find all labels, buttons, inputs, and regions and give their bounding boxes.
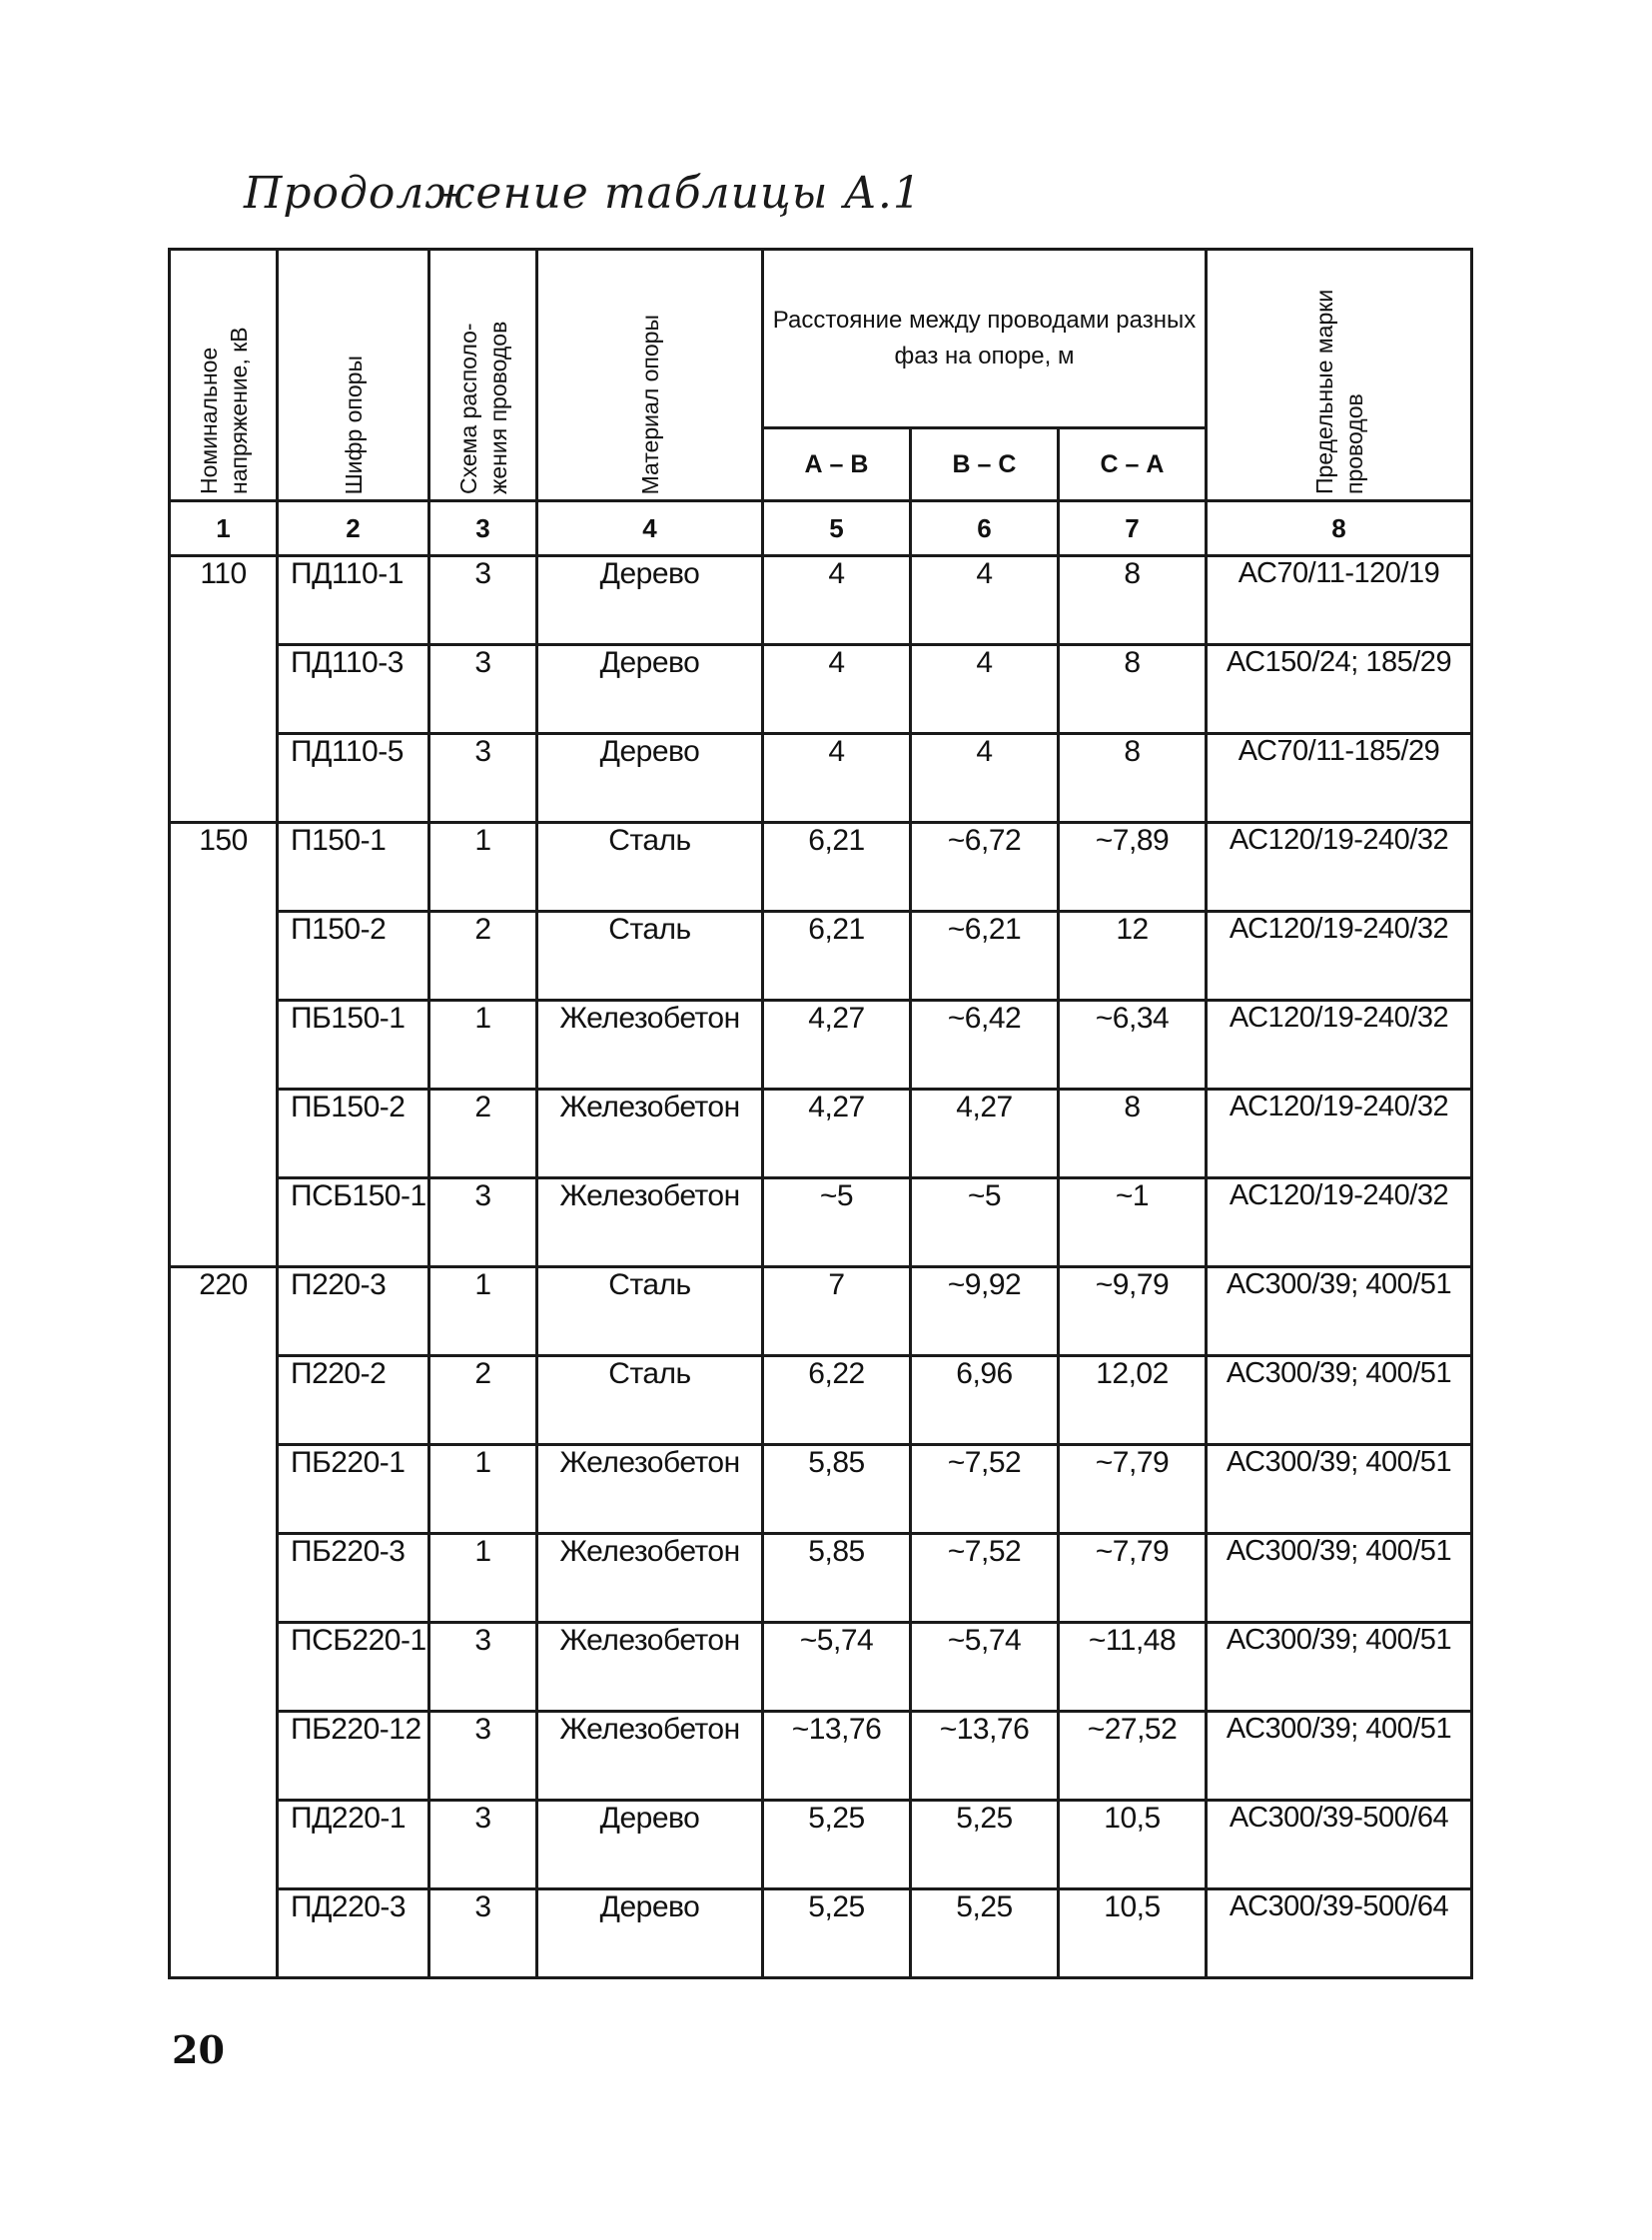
- distance-ab-cell: 6,21: [763, 912, 911, 1001]
- distance-ca-cell: ~6,34: [1059, 1001, 1207, 1090]
- distance-ca-cell: 12: [1059, 912, 1207, 1001]
- column-number: 7: [1059, 501, 1207, 556]
- distance-ca-cell: ~27,52: [1059, 1712, 1207, 1801]
- wire-marks-cell: АС300/39; 400/51: [1207, 1267, 1472, 1356]
- voltage-cell: [170, 1623, 278, 1712]
- page-title: Продолжение таблицы А.1: [244, 168, 922, 219]
- distance-bc-cell: ~6,72: [911, 823, 1059, 912]
- wire-marks-cell: АС120/19-240/32: [1207, 1090, 1472, 1178]
- distance-ab-cell: 5,25: [763, 1801, 911, 1889]
- support-code-cell: ПСБ220-1: [278, 1623, 429, 1712]
- distance-bc-cell: ~6,42: [911, 1001, 1059, 1090]
- wire-marks-cell: АС300/39; 400/51: [1207, 1445, 1472, 1534]
- material-cell: Сталь: [537, 1356, 763, 1445]
- scheme-cell: 3: [429, 645, 537, 734]
- distance-bc-cell: 4: [911, 645, 1059, 734]
- wire-marks-cell: АС300/39-500/64: [1207, 1801, 1472, 1889]
- header-scheme-label: Схема располо-жения проводов: [454, 321, 511, 494]
- distance-ca-cell: ~1: [1059, 1178, 1207, 1267]
- voltage-cell: [170, 1801, 278, 1889]
- table-row: [170, 823, 1472, 912]
- distance-bc-cell: 6,96: [911, 1356, 1059, 1445]
- header-voltage-label: Номинальное напряжение, кВ: [195, 327, 252, 494]
- table-row: [170, 1534, 1472, 1623]
- distance-ab-cell: 6,22: [763, 1356, 911, 1445]
- distance-ca-cell: 12,02: [1059, 1356, 1207, 1445]
- distance-bc-cell: 5,25: [911, 1889, 1059, 1978]
- material-cell: Сталь: [537, 1267, 763, 1356]
- voltage-cell: [170, 734, 278, 823]
- table-row: [170, 1801, 1472, 1889]
- scheme-cell: 1: [429, 1267, 537, 1356]
- support-code-cell: ПД110-3: [278, 645, 429, 734]
- column-number: 3: [429, 501, 537, 556]
- scheme-cell: 2: [429, 1090, 537, 1178]
- table-row: [170, 556, 1472, 645]
- header-ca: С – А: [1059, 428, 1207, 501]
- header-material-label: Материал опоры: [636, 314, 663, 494]
- material-cell: Дерево: [537, 734, 763, 823]
- voltage-cell: 110: [170, 556, 278, 645]
- material-cell: Железобетон: [537, 1445, 763, 1534]
- support-code-cell: ПСБ150-1: [278, 1178, 429, 1267]
- support-code-cell: ПД220-3: [278, 1889, 429, 1978]
- wire-marks-cell: АС70/11-120/19: [1207, 556, 1472, 645]
- material-cell: Дерево: [537, 1801, 763, 1889]
- distance-bc-cell: ~6,21: [911, 912, 1059, 1001]
- distance-ca-cell: ~9,79: [1059, 1267, 1207, 1356]
- header-scheme: [429, 250, 537, 501]
- voltage-cell: 220: [170, 1267, 278, 1356]
- header-ab: А – В: [763, 428, 911, 501]
- material-cell: Сталь: [537, 823, 763, 912]
- header-marks-label: Предельные марки проводов: [1310, 289, 1367, 494]
- material-cell: Сталь: [537, 912, 763, 1001]
- table-row: [170, 645, 1472, 734]
- distance-ab-cell: ~5,74: [763, 1623, 911, 1712]
- voltage-cell: [170, 1445, 278, 1534]
- voltage-cell: [170, 1178, 278, 1267]
- distance-ab-cell: 5,85: [763, 1534, 911, 1623]
- scheme-cell: 1: [429, 1445, 537, 1534]
- table-row: [170, 1356, 1472, 1445]
- distance-ca-cell: 10,5: [1059, 1889, 1207, 1978]
- material-cell: Дерево: [537, 556, 763, 645]
- distance-bc-cell: 5,25: [911, 1801, 1059, 1889]
- distance-bc-cell: 4: [911, 556, 1059, 645]
- scheme-cell: 1: [429, 1001, 537, 1090]
- scheme-cell: 3: [429, 1623, 537, 1712]
- support-code-cell: ПД220-1: [278, 1801, 429, 1889]
- distance-bc-cell: 4,27: [911, 1090, 1059, 1178]
- distance-ca-cell: ~11,48: [1059, 1623, 1207, 1712]
- distance-ca-cell: 8: [1059, 556, 1207, 645]
- page-number: 20: [172, 2027, 225, 2072]
- distance-ca-cell: ~7,89: [1059, 823, 1207, 912]
- distance-ab-cell: 4: [763, 645, 911, 734]
- table-row: [170, 1889, 1472, 1978]
- distance-bc-cell: ~5: [911, 1178, 1059, 1267]
- scheme-cell: 2: [429, 1356, 537, 1445]
- distance-ab-cell: 4,27: [763, 1090, 911, 1178]
- scheme-cell: 3: [429, 734, 537, 823]
- wire-marks-cell: АС300/39; 400/51: [1207, 1623, 1472, 1712]
- support-code-cell: ПБ220-12: [278, 1712, 429, 1801]
- distance-bc-cell: ~13,76: [911, 1712, 1059, 1801]
- wire-marks-cell: АС300/39; 400/51: [1207, 1534, 1472, 1623]
- material-cell: Железобетон: [537, 1178, 763, 1267]
- distance-ab-cell: 4: [763, 556, 911, 645]
- distance-ab-cell: ~13,76: [763, 1712, 911, 1801]
- distance-ab-cell: ~5: [763, 1178, 911, 1267]
- support-code-cell: ПД110-1: [278, 556, 429, 645]
- voltage-cell: [170, 1090, 278, 1178]
- support-code-cell: П220-2: [278, 1356, 429, 1445]
- wire-marks-cell: АС300/39; 400/51: [1207, 1712, 1472, 1801]
- wire-marks-cell: АС300/39; 400/51: [1207, 1356, 1472, 1445]
- support-code-cell: ПБ150-1: [278, 1001, 429, 1090]
- distance-ab-cell: 7: [763, 1267, 911, 1356]
- header-marks: [1207, 250, 1472, 501]
- table-row: [170, 1090, 1472, 1178]
- support-code-cell: П150-1: [278, 823, 429, 912]
- scheme-cell: 2: [429, 912, 537, 1001]
- scheme-cell: 3: [429, 1801, 537, 1889]
- distance-bc-cell: ~7,52: [911, 1534, 1059, 1623]
- material-cell: Железобетон: [537, 1090, 763, 1178]
- support-code-cell: ПД110-5: [278, 734, 429, 823]
- voltage-cell: 150: [170, 823, 278, 912]
- column-number: 1: [170, 501, 278, 556]
- distance-ab-cell: 4,27: [763, 1001, 911, 1090]
- wire-marks-cell: АС120/19-240/32: [1207, 1178, 1472, 1267]
- material-cell: Железобетон: [537, 1623, 763, 1712]
- header-code: [278, 250, 429, 501]
- material-cell: Дерево: [537, 1889, 763, 1978]
- support-code-cell: ПБ150-2: [278, 1090, 429, 1178]
- header-voltage: [170, 250, 278, 501]
- voltage-cell: [170, 1534, 278, 1623]
- support-code-cell: П150-2: [278, 912, 429, 1001]
- column-number: 8: [1207, 501, 1472, 556]
- wire-marks-cell: АС70/11-185/29: [1207, 734, 1472, 823]
- voltage-cell: [170, 1712, 278, 1801]
- table-row: [170, 1178, 1472, 1267]
- distance-bc-cell: ~7,52: [911, 1445, 1059, 1534]
- support-code-cell: ПБ220-1: [278, 1445, 429, 1534]
- column-number: 5: [763, 501, 911, 556]
- distance-bc-cell: ~9,92: [911, 1267, 1059, 1356]
- header-material: [537, 250, 763, 501]
- scheme-cell: 1: [429, 1534, 537, 1623]
- wire-marks-cell: АС120/19-240/32: [1207, 1001, 1472, 1090]
- support-code-cell: ПБ220-3: [278, 1534, 429, 1623]
- table-row: [170, 1445, 1472, 1534]
- material-cell: Железобетон: [537, 1001, 763, 1090]
- voltage-cell: [170, 1001, 278, 1090]
- distance-bc-cell: 4: [911, 734, 1059, 823]
- header-code-label: Шифр опоры: [340, 355, 367, 494]
- column-number: 2: [278, 501, 429, 556]
- distance-ab-cell: 6,21: [763, 823, 911, 912]
- distance-ca-cell: 8: [1059, 645, 1207, 734]
- scheme-cell: 3: [429, 1712, 537, 1801]
- distance-ca-cell: ~7,79: [1059, 1445, 1207, 1534]
- header-bc: В – С: [911, 428, 1059, 501]
- column-number: 6: [911, 501, 1059, 556]
- scheme-cell: 3: [429, 556, 537, 645]
- table-row: [170, 734, 1472, 823]
- table-row: [170, 1712, 1472, 1801]
- table-row: [170, 1267, 1472, 1356]
- distance-ab-cell: 5,85: [763, 1445, 911, 1534]
- scheme-cell: 3: [429, 1178, 537, 1267]
- header-distance-group: Расстояние между проводами разных фаз на опоре, м: [763, 250, 1207, 428]
- voltage-cell: [170, 912, 278, 1001]
- distance-ab-cell: 4: [763, 734, 911, 823]
- material-cell: Железобетон: [537, 1534, 763, 1623]
- distance-ca-cell: 8: [1059, 734, 1207, 823]
- material-cell: Железобетон: [537, 1712, 763, 1801]
- scheme-cell: 3: [429, 1889, 537, 1978]
- wire-marks-cell: АС120/19-240/32: [1207, 823, 1472, 912]
- distance-bc-cell: ~5,74: [911, 1623, 1059, 1712]
- column-number: 4: [537, 501, 763, 556]
- support-code-cell: П220-3: [278, 1267, 429, 1356]
- wire-marks-cell: АС150/24; 185/29: [1207, 645, 1472, 734]
- wire-marks-cell: АС300/39-500/64: [1207, 1889, 1472, 1978]
- distance-ca-cell: 8: [1059, 1090, 1207, 1178]
- distance-ca-cell: ~7,79: [1059, 1534, 1207, 1623]
- distance-ca-cell: 10,5: [1059, 1801, 1207, 1889]
- distance-ab-cell: 5,25: [763, 1889, 911, 1978]
- material-cell: Дерево: [537, 645, 763, 734]
- table-row: [170, 1001, 1472, 1090]
- voltage-cell: [170, 1889, 278, 1978]
- support-table: [168, 248, 1473, 1979]
- table-row: [170, 1623, 1472, 1712]
- voltage-cell: [170, 1356, 278, 1445]
- column-number-row: [170, 501, 1472, 556]
- voltage-cell: [170, 645, 278, 734]
- scheme-cell: 1: [429, 823, 537, 912]
- wire-marks-cell: АС120/19-240/32: [1207, 912, 1472, 1001]
- table-row: [170, 912, 1472, 1001]
